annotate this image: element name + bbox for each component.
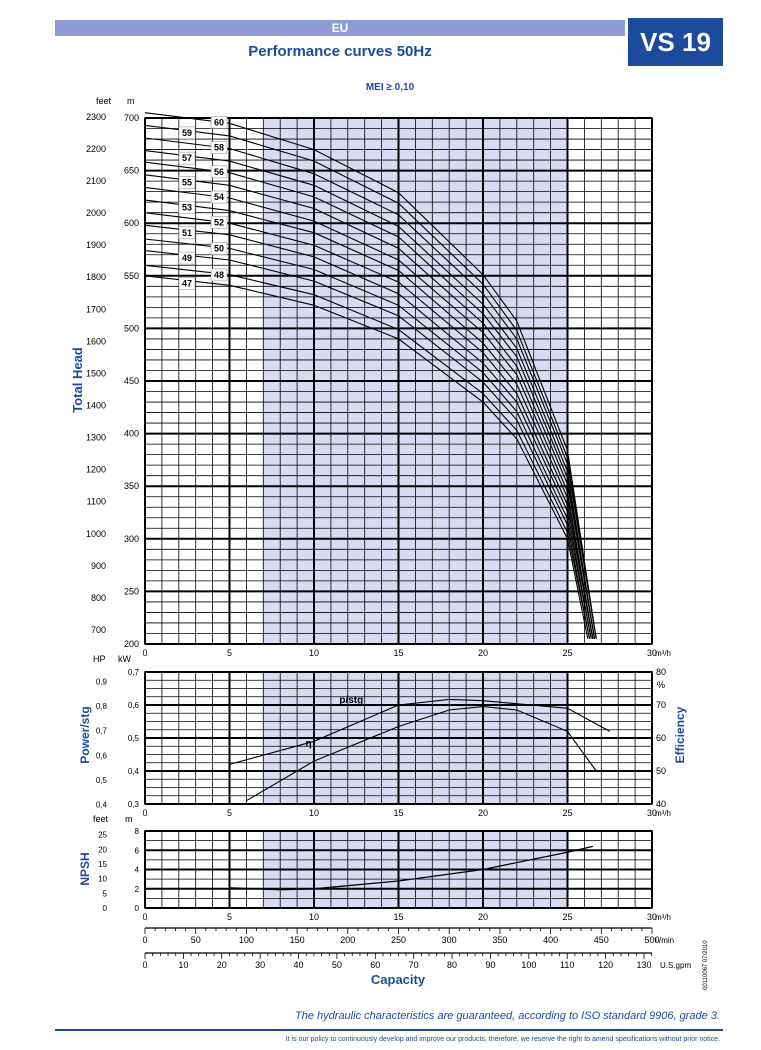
- npsh-ytick-m: 6: [134, 846, 139, 856]
- power-xtick: 20: [477, 808, 489, 818]
- gpm-ticklabel: 60: [370, 960, 381, 970]
- head-ytick-feet: 2300: [85, 111, 106, 122]
- head-curve-label: 49: [181, 253, 193, 264]
- head-unit-feet: feet: [96, 96, 112, 106]
- footer-divider: [55, 1029, 723, 1031]
- npsh-unit-feet: feet: [93, 814, 109, 824]
- gpm-ticklabel: 70: [408, 960, 419, 970]
- power-xtick: 0: [142, 808, 148, 818]
- lmin-ticklabel: 100: [238, 935, 254, 945]
- page-title: Performance curves 50Hz: [248, 43, 432, 60]
- head-ytick-feet: 1300: [85, 432, 106, 443]
- npsh-ytick-m: 2: [134, 884, 139, 894]
- head-ytick-m: 200: [123, 639, 139, 649]
- npsh-ytick-feet: 20: [98, 845, 107, 855]
- power-ytick-eff: 40: [656, 799, 667, 809]
- power-xtick: 10: [308, 808, 320, 818]
- head-ytick-feet: 800: [90, 592, 106, 603]
- head-xtick: 5: [226, 648, 233, 658]
- power-ytick-eff: 60: [656, 733, 667, 743]
- head-xtick: 20: [477, 648, 489, 658]
- head-xtick: 15: [393, 648, 404, 658]
- efficiency-ylabel: Efficiency: [673, 706, 687, 764]
- head-ytick-feet: 1000: [85, 528, 106, 539]
- power-unit-kw: kW: [118, 654, 131, 664]
- gpm-ticklabel: 50: [331, 960, 342, 970]
- head-curve-label: 52: [213, 217, 225, 228]
- head-ytick-feet: 2000: [85, 208, 106, 219]
- head-ytick-feet: 700: [90, 624, 106, 635]
- power-xtick: 5: [226, 808, 233, 818]
- head-xtick: 0: [142, 648, 148, 658]
- head-ytick-m: 700: [123, 113, 139, 123]
- mei-label: MEI ≥ 0,10: [365, 82, 415, 93]
- policy-note: It is our policy to continuously develop and improve our products, therefore, we reserve the right to amend specifications without prior notice.: [285, 1036, 720, 1043]
- head-ytick-m: 400: [123, 428, 139, 439]
- head-ytick-feet: 2100: [85, 176, 106, 187]
- power-ytick-kw: 0,3: [127, 800, 139, 809]
- gpm-ticklabel: 100: [521, 960, 537, 970]
- model-badge: VS 19: [628, 18, 723, 66]
- npsh-ytick-feet: 5: [102, 889, 107, 899]
- power-curve-label: p/stg: [339, 695, 364, 707]
- npsh-ytick-feet: 25: [98, 830, 107, 840]
- head-curve-label: 59: [181, 127, 193, 138]
- head-ytick-m: 500: [123, 323, 139, 334]
- lmin-ticklabel: 350: [492, 935, 508, 945]
- head-unit-m: m: [127, 96, 135, 106]
- head-curve-label: 51: [181, 227, 193, 238]
- npsh-xtick: 5: [226, 912, 233, 922]
- head-xtick: 25: [562, 648, 573, 658]
- head-ytick-m: 250: [123, 586, 139, 597]
- npsh-ytick-feet: 15: [98, 859, 107, 869]
- power-ytick-hp: 0,4: [95, 800, 107, 810]
- power-ytick-kw: 0,5: [127, 734, 139, 743]
- head-ytick-feet: 1900: [85, 240, 106, 251]
- head-curve-label: 57: [181, 153, 193, 164]
- head-curve-label: 58: [213, 142, 225, 153]
- npsh-xtick: 30: [646, 912, 658, 922]
- head-ytick-feet: 1600: [85, 336, 106, 347]
- gpm-ticklabel: 20: [216, 960, 227, 970]
- gpm-unit: U.S.gpm: [660, 961, 692, 970]
- head-ytick-feet: 900: [90, 560, 106, 571]
- head-ylabel: Total Head: [70, 347, 85, 413]
- head-curve-label: 47: [181, 278, 193, 289]
- power-ytick-hp: 0,5: [95, 775, 107, 785]
- power-ylabel: Power/stg: [78, 706, 92, 764]
- head-curve-label: 60: [213, 117, 225, 128]
- npsh-ytick-m: 8: [134, 827, 139, 836]
- region-band: EU: [55, 20, 625, 36]
- power-xunit: m³/h: [655, 809, 671, 818]
- npsh-xtick: 20: [477, 912, 489, 922]
- head-ytick-feet: 1200: [85, 464, 106, 475]
- lmin-ticklabel: 0: [142, 935, 148, 945]
- gpm-ticklabel: 80: [447, 960, 458, 970]
- head-ytick-m: 300: [123, 533, 139, 544]
- lmin-ticklabel: 400: [543, 935, 559, 945]
- npsh-xunit: m³/h: [655, 913, 671, 922]
- power-ytick-kw: 0,7: [127, 668, 139, 677]
- power-ytick-eff: 50: [656, 766, 667, 776]
- lmin-unit: l /min: [655, 936, 675, 945]
- head-xunit: m³/h: [655, 649, 671, 658]
- head-ytick-feet: 1400: [85, 400, 106, 411]
- head-ytick-feet: 1800: [85, 272, 106, 283]
- power-ytick-hp: 0,9: [95, 677, 107, 687]
- lmin-ticklabel: 250: [390, 935, 407, 945]
- head-ytick-m: 350: [123, 481, 139, 492]
- npsh-ytick-feet: 10: [98, 874, 107, 884]
- gpm-ticklabel: 40: [293, 960, 304, 970]
- lmin-ticklabel: 300: [441, 935, 457, 945]
- gpm-ticklabel: 0: [142, 960, 148, 970]
- gpm-ticklabel: 110: [560, 960, 575, 970]
- head-curve-label: 55: [181, 177, 193, 188]
- power-unit-pct: %: [657, 680, 666, 690]
- power-ytick-eff: 70: [656, 700, 667, 710]
- head-ytick-feet: 1500: [85, 368, 106, 379]
- power-ytick-hp: 0,7: [95, 726, 107, 736]
- lmin-ticklabel: 500: [644, 935, 660, 945]
- head-xtick: 10: [308, 648, 320, 658]
- efficiency-curve-label: η: [305, 738, 312, 750]
- power-ytick-hp: 0,6: [95, 751, 107, 761]
- head-ytick-m: 650: [123, 165, 139, 176]
- power-ytick-kw: 0,4: [127, 767, 139, 776]
- lmin-ticklabel: 450: [593, 935, 609, 945]
- head-curve-label: 53: [181, 202, 193, 213]
- head-ytick-m: 550: [123, 270, 139, 281]
- head-curve-label: 48: [213, 269, 225, 280]
- npsh-xtick: 25: [562, 912, 573, 922]
- head-ytick-feet: 2200: [85, 143, 106, 154]
- power-xtick: 15: [393, 808, 404, 818]
- head-curve-label: 50: [213, 243, 225, 254]
- head-xtick: 30: [646, 648, 658, 658]
- head-ytick-feet: 1700: [85, 304, 106, 315]
- npsh-ylabel: NPSH: [78, 852, 92, 886]
- gpm-ticklabel: 10: [178, 960, 189, 970]
- head-ytick-feet: 1100: [86, 496, 106, 507]
- capacity-xlabel: Capacity: [370, 972, 426, 987]
- lmin-ticklabel: 150: [289, 935, 305, 945]
- document-code: 00110067 07/2010: [703, 940, 709, 990]
- npsh-xtick: 0: [142, 912, 148, 922]
- npsh-unit-m: m: [125, 814, 133, 824]
- lmin-ticklabel: 50: [190, 935, 201, 945]
- power-xtick: 30: [646, 808, 658, 818]
- head-curve-label: 54: [213, 192, 225, 203]
- power-xtick: 25: [562, 808, 573, 818]
- power-ytick-kw: 0,6: [127, 701, 139, 710]
- head-ytick-m: 450: [123, 376, 139, 386]
- npsh-ytick-m: 0: [134, 904, 139, 913]
- npsh-xtick: 10: [308, 912, 320, 922]
- gpm-ticklabel: 30: [255, 960, 266, 970]
- gpm-ticklabel: 130: [636, 960, 652, 970]
- gpm-ticklabel: 90: [485, 960, 496, 970]
- npsh-ytick-m: 4: [134, 865, 139, 875]
- power-ytick-hp: 0,8: [95, 702, 107, 712]
- power-ytick-eff: 80: [656, 667, 667, 677]
- power-unit-hp: HP: [93, 654, 106, 664]
- npsh-ytick-feet: 0: [102, 904, 107, 913]
- gpm-ticklabel: 120: [598, 960, 614, 970]
- head-curve-label: 56: [213, 166, 225, 177]
- lmin-ticklabel: 200: [340, 935, 356, 945]
- guarantee-note: The hydraulic characteristics are guaranteed, according to ISO standard 9906, grade 3.: [295, 1010, 720, 1022]
- head-ytick-m: 600: [123, 218, 139, 229]
- npsh-xtick: 15: [393, 912, 404, 922]
